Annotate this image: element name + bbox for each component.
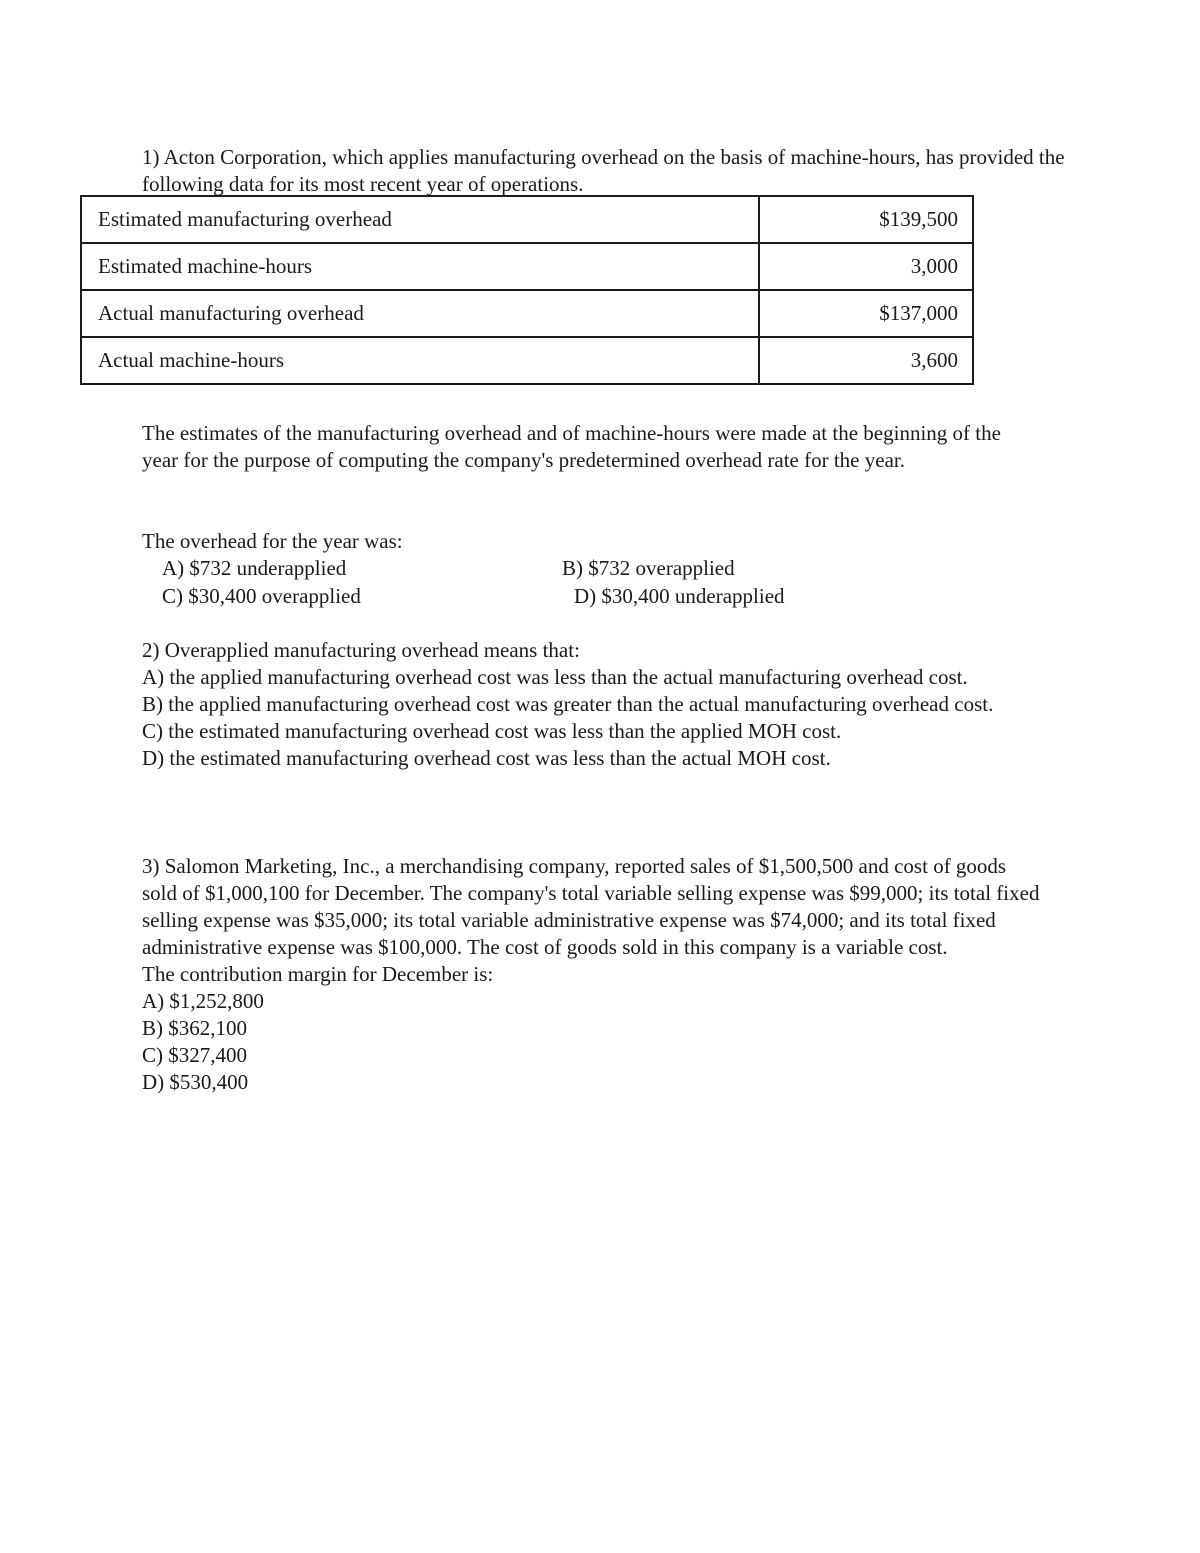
question-1-option-c: C) $30,400 overapplied — [162, 584, 361, 608]
question-3 — [142, 853, 1042, 1096]
table-cell-value: 3,600 — [759, 337, 973, 384]
table-row — [81, 290, 973, 337]
question-3-option-b: B) $362,100 — [142, 1016, 247, 1040]
question-1-body — [142, 420, 1022, 474]
question-1-body-text: The estimates of the manufacturing overhead and of machine-hours were made at the beginning of the year for the purpose of computing the company's predetermined overhead rate for the year. — [142, 421, 1001, 472]
question-3-option-a: A) $1,252,800 — [142, 989, 264, 1013]
question-1-option-d: D) $30,400 underapplied — [574, 584, 785, 608]
table-row — [81, 337, 973, 384]
table-cell-value: 3,000 — [759, 243, 973, 290]
question-3-prompt: The contribution margin for December is: — [142, 962, 494, 986]
question-2-prompt: 2) Overapplied manufacturing overhead means that: — [142, 638, 580, 662]
question-1-option-b: B) $732 overapplied — [562, 556, 735, 580]
question-1-prompt: The overhead for the year was: — [142, 529, 403, 553]
question-3-option-d: D) $530,400 — [142, 1070, 249, 1094]
question-2-option-c: C) the estimated manufacturing overhead cost was less than the applied MOH cost. — [142, 719, 842, 743]
question-2-option-d: D) the estimated manufacturing overhead cost was less than the actual MOH cost. — [142, 746, 831, 770]
question-2 — [142, 637, 1042, 772]
question-2-option-b: B) the applied manufacturing overhead cost was greater than the actual manufacturing overhead cost. — [142, 692, 994, 716]
question-2-option-a: A) the applied manufacturing overhead cost was less than the actual manufacturing overhead cost. — [142, 665, 968, 689]
overhead-data-table — [80, 195, 974, 385]
question-1-intro — [142, 144, 1072, 198]
table-cell-label: Estimated machine-hours — [81, 243, 759, 290]
question-3-option-c: C) $327,400 — [142, 1043, 247, 1067]
question-1-option-a: A) $732 underapplied — [162, 556, 347, 580]
table-row — [81, 243, 973, 290]
table-cell-label: Actual manufacturing overhead — [81, 290, 759, 337]
question-3-stem: 3) Salomon Marketing, Inc., a merchandising company, reported sales of $1,500,500 and cost of goods sold of $1,000,100 for December. The company's total variable selling expense was $99,000; its total fixed selling expense was $35,000; its total variable administrative expense was $74,000; and its total fixed administrative expense was $100,000. The cost of goods sold in this company is a variable cost. — [142, 854, 1040, 959]
table-cell-label: Estimated manufacturing overhead — [81, 196, 759, 243]
table-row — [81, 196, 973, 243]
table-cell-value: $139,500 — [759, 196, 973, 243]
table-cell-value: $137,000 — [759, 290, 973, 337]
table-cell-label: Actual machine-hours — [81, 337, 759, 384]
question-1-intro-text: 1) Acton Corporation, which applies manufacturing overhead on the basis of machine-hours, has provided the following data for its most recent year of operations. — [142, 145, 1065, 196]
